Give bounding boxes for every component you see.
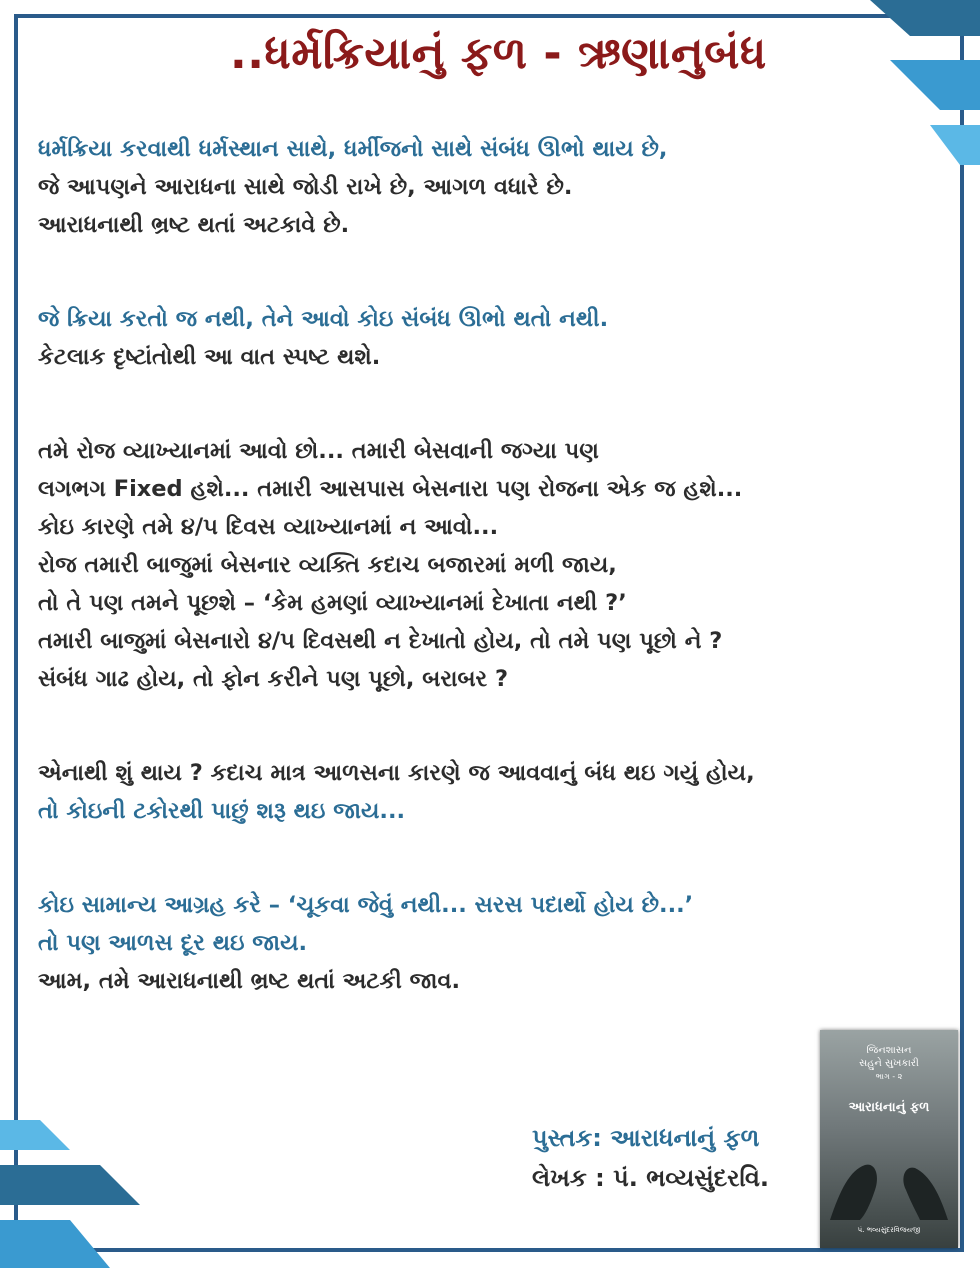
paragraph: [38, 130, 938, 244]
text-line: તમારી બાજુમાં બેસનારો ૪/૫ દિવસથી ન દેખાતો હોય, તો તમે પણ પૂછો ને ?: [38, 628, 723, 654]
text-line: રોજ તમારી બાજુમાં બેસનાર વ્યક્તિ કદાચ બજારમાં મળી જાય,: [38, 552, 617, 578]
paragraph: [38, 300, 938, 376]
article-body: [38, 130, 938, 1056]
praying-hands-icon: [820, 1130, 958, 1220]
book-name: આરાધનાનું ફળ: [610, 1124, 760, 1152]
author-label: લેખક :: [532, 1164, 605, 1192]
text-line: તો તે પણ તમને પૂછશે – ‘કેમ હમણાં વ્યાખ્યાનમાં દેખાતા નથી ?’: [38, 590, 627, 616]
paragraph: [38, 886, 938, 1000]
text-line: લગભગ Fixed હશે... તમારી આસપાસ બેસનારા પણ રોજના એક જ હશે...: [38, 476, 743, 502]
book-credits: [532, 1118, 769, 1198]
cover-title: આરાધનાનું ફળ: [848, 1100, 930, 1115]
cover-series: [820, 1044, 958, 1083]
author-name: પં. ભવ્યસુંદરવિ.: [613, 1164, 770, 1192]
text-line: સંબંધ ગાઢ હોય, તો ફોન કરીને પણ પૂછો, બરાબર ?: [38, 666, 509, 692]
text-line: જે આપણને આરાધના સાથે જોડી રાખે છે, આગળ વધારે છે.: [38, 174, 573, 200]
paragraph: [38, 432, 938, 698]
cover-series-line2: સહુને સુખકારી: [859, 1058, 919, 1069]
cover-series-line1: જિનશાસન: [866, 1045, 912, 1056]
author-line: [532, 1158, 769, 1198]
paragraph: [38, 754, 938, 830]
cover-series-line3: ભાગ - ૨: [875, 1072, 903, 1081]
cover-author: પં. ભવ્યસુંદરવિજયજી: [857, 1226, 921, 1234]
text-line: ધર્મક્રિયા કરવાથી ધર્મસ્થાન સાથે, ધર્મીજનો સાથે સંબંધ ઊભો થાય છે,: [38, 136, 668, 162]
text-line: જે ક્રિયા કરતો જ નથી, તેને આવો કોઇ સંબંધ ઊભો થતો નથી.: [38, 306, 609, 332]
text-line: તમે રોજ વ્યાખ્યાનમાં આવો છો... તમારી બેસવાની જગ્યા પણ: [38, 438, 599, 464]
text-line: કેટલાક દૃષ્ટાંતોથી આ વાત સ્પષ્ટ થશે.: [38, 344, 381, 370]
text-line: તો કોઇની ટકોરથી પાછું શરૂ થઇ જાય...: [38, 798, 406, 824]
corner-decoration-bottom-left: [0, 1110, 180, 1268]
book-label: પુસ્તક:: [532, 1124, 602, 1152]
text-line: કોઇ સામાન્ય આગ્રહ કરે – ‘ચૂકવા જેવું નથી... સરસ પદાર્થો હોય છે...’: [38, 892, 694, 918]
text-line: આમ, તમે આરાધનાથી ભ્રષ્ટ થતાં અટકી જાવ.: [38, 968, 461, 994]
book-line: [532, 1118, 769, 1158]
text-line: તો પણ આળસ દૂર થઇ જાય.: [38, 930, 308, 956]
page-title: ..ધર્મક્રિયાનું ફળ - ઋણાનુબંધ: [230, 28, 767, 79]
book-cover-image: [820, 1030, 958, 1248]
text-line: એનાથી શું થાય ? કદાચ માત્ર આળસના કારણે જ આવવાનું બંધ થઇ ગયું હોય,: [38, 760, 755, 786]
text-line: કોઇ કારણે તમે ૪/૫ દિવસ વ્યાખ્યાનમાં ન આવો...: [38, 514, 499, 540]
text-line: આરાધનાથી ભ્રષ્ટ થતાં અટકાવે છે.: [38, 212, 350, 238]
